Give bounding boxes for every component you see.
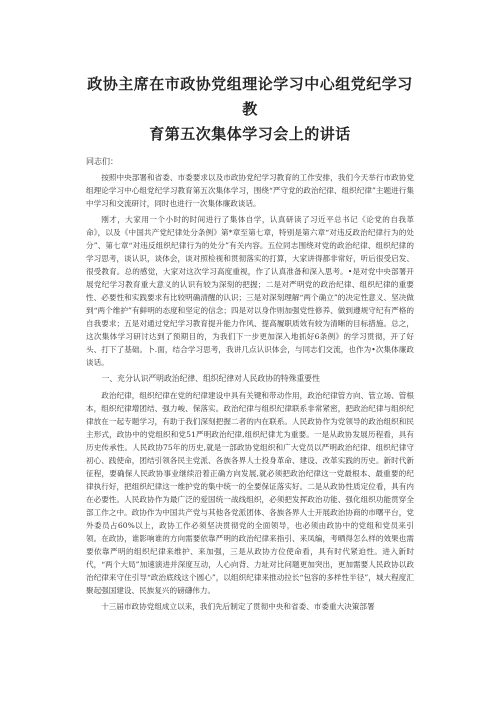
paragraph-intro: 按照中央部署和省委、市委要求以及市政协党纪学习教育的工作安排，我们今天举行市政协党组理论学习中心组党纪学习教育第五次集体学习，围绕“严守党的政治纪律、组织纪律”主题进行集中学习和交流研讨，同时也进行一次集体廉政谈话。 — [86, 173, 414, 208]
paragraph-summary: 刚才，大家用一个小时的时间进行了集体自学，认真研读了习近平总书记《论党的自我革命》，以及《中国共产党纪律处分条例》第*章至第七章，特别是第六章“对违反政治纪律行为的处分”、第七章“对违反组织纪律行为的处分”有关内容。五位同志围绕对党的政治纪律、组织纪律的学习思考，谈认识，谈体会，谈对照检视和贯彻落实的打算，大家讲得都非常好，听后很受启发、很受教育。总的感觉，大家对这次学习高度重视，作了认真准备和深入思考。•是对党中央部署开展党纪学习教育重大意义的认识有较为深刻的把握；二是对严明党的政治纪律、组织纪律的重要性、必要性和实践要求有比较明确清醒的认识；三是对深刻理解“两个确立”的决定性意义、坚决做到“两个维护”有鲜明的态度和坚定的信念；四是对以身作则加强党性修养、做到遵规守纪有严格的自我要求；五是对通过党纪学习教育提升能力作风、提高履职质效有较为清晰的目标措施。总之，这次集体学习研讨达到了预期目的，为我们下一步更加深入地抓好6条例》的学习贯彻，开了好头、打下了基础。卜.面，结合学习思考，我讲几点认识体会，与同志们交流，也作为•次集体廉政谈话。 — [86, 215, 414, 367]
section-heading: 一、充分认识严明政治纪律、组织纪律对人民政协的特殊重要性 — [101, 374, 320, 383]
title-line-2: 育第五次集体学习会上的讲话 — [149, 125, 351, 143]
title-line-1: 政协主席在市政协党组理论学习中心组党纪学习教 — [87, 75, 413, 118]
paragraph-section-body: 政治纪律，组织纪律在党的纪律建设中具有关键和带动作用，政治纪律管方向、管立场、管根本，组织纪律增团结、强力峻、保落实。政治纪律与组织纪律联系非常紧密，把政治纪律与组织纪律放在一起专题学习，有助于我们深刻把握二者的内在联系。人民政协作为党领导的政治组织和民主形式，政协中的党组织和党51严明政治纪律,组织纪律尤为重要。一是从政协发展历程看，具有历史传承性。人民政协75年的历史,就是一部政协党组织和广大党员以严明政治纪律、组织纪律守初心、践使命，团结引领各民主党派、各族各界人士投身革命、建设、改革实践的历史。新时代新征程，要确保人民政协事业继续沿着正确方向发展,就必须把政治纪律这一党最根本、最重要的纪律执行好，把组织纪律这一维护党的集中统一的全要保证落实好。二是从政协性质定位看，具有内在必要性。人民政协作为最广泛的爱国统一战线组织，必须把发挥政治功能、强化组织功能贯穿全部工作之中。政协作为中国共产党与其他各党派团体、各族各界人士开展政治协商的市曙平台，党外委员占60%以上，政协工作必须坚决贯彻党的全面领导，也必须由政协中的党组和党员来引领。在政协，谁影响谁的方向需要依靠严明的政治纪律来指引、来凤编，考晒得怎么样的效果也需要依靠严明的组织纪律来维护、来加强，三是从政协方位使命看，具有时代紧迫性。进入新时代，“两个大局”加速演进并深度互动，人心向背、力址对比问题更加突出，更加需要人民政协以政治纪律来守住引导“政治底线这个圆心”，以组织纪律来推动拉长“包容的多样性半径”，城大程度汇聚起强国建设、民族复兴的磅礴伟力。 — [86, 391, 414, 595]
paragraph-last-line: 十三届市政协党组成立以来，我们先后制定了贯彻中央和省委、市委重大决策部署 — [101, 602, 375, 611]
document-title — [86, 72, 414, 147]
greeting: 同志们： — [86, 157, 118, 166]
